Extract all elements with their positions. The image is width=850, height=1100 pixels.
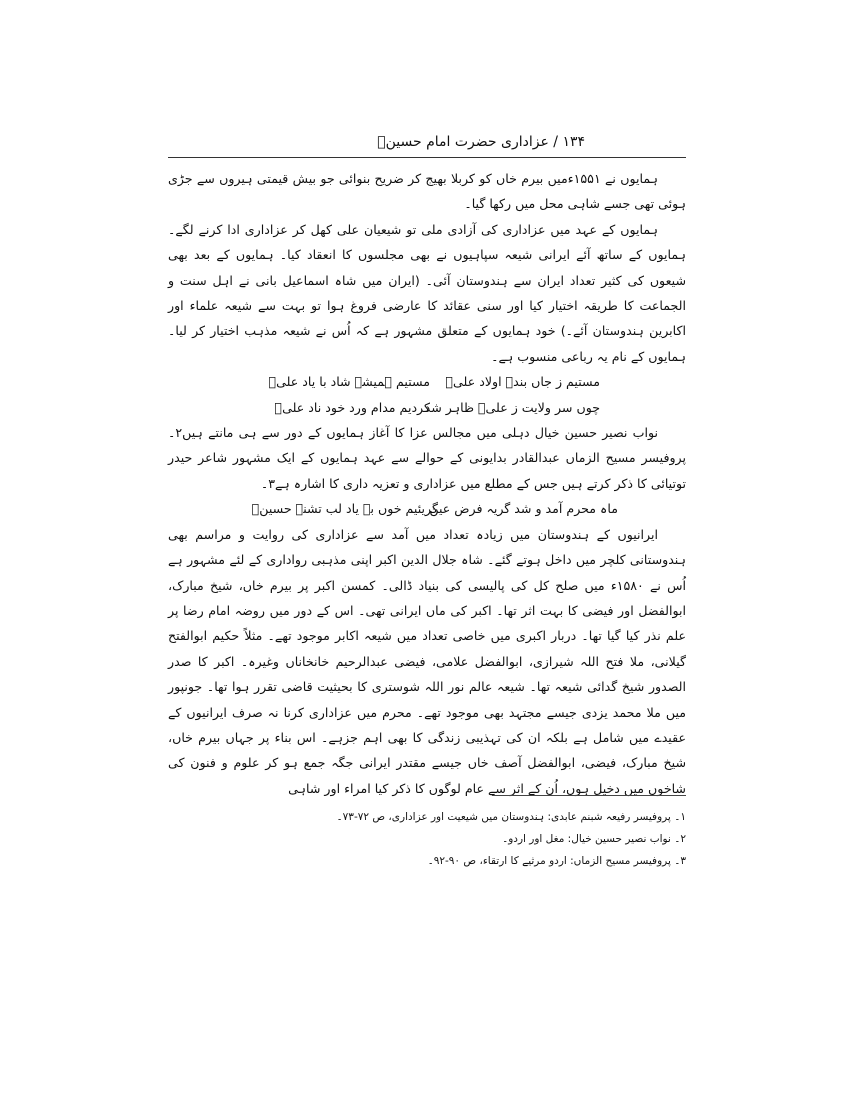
couplet-1-second-hemistich: مستیم ہمیشہ شاد با یاد علیؑ bbox=[268, 374, 430, 390]
footnote-1: ۱۔ پروفیسر رفیعہ شبنم عابدی: ہندوستان میں شیعیت اور عزاداری، ص ۷۲-۷۳۔ bbox=[336, 811, 686, 823]
verse-couplet bbox=[168, 496, 686, 521]
couplet-2-second-hemistich: کردیم مدام ورد خود ناد علیؑ bbox=[274, 399, 430, 415]
paragraph-3: نواب نصیر حسین خیال دہلی میں مجالس عزا کا آغاز ہمایوں کے دور سے ہی مانتے ہیں۲۔ پروفیسر مسیح الزماں عبدالقادر بدایونی کے حوالے سے عہد ہمایوں کے ایک مشہور شاعر حیدر توتیائی کا ذکر کرتے ہیں جس کے مطلع میں عزاداری و تعزیہ داری کا اشارہ ہے۳۔ bbox=[168, 425, 686, 491]
verse-second-hemistich: گریئیم خوں بہ یاد لب تشنہ حسینؑ bbox=[251, 501, 438, 517]
paragraph-4: ایرانیوں کے ہندوستان میں زیادہ تعداد میں آمد سے عزاداری کی روایت و مراسم بھی ہندوستانی کلچر میں داخل ہوتے گئے۔ شاہ جلال الدین اکبر اپنی مذہبی رواداری کے لئے مشہور ہے اُس نے ۱۵۸۰ء میں صلح کل کی پالیسی کی بنیاد ڈالی۔ کمسن اکبر پر بیرم خاں، شیخ مبارک، ابوالفضل اور فیضی کا بہت اثر تھا۔ اکبر کی ماں ایرانی تھی۔ اس کے دور میں روضہ امام رضا پر علم نذر کیا گیا تھا۔ دربار اکبری میں خاصی تعداد میں شیعہ اکابر موجود تھے۔ مثلاً حکیم ابوالفتح گیلانی، ملا فتح اللہ شیرازی، ابوالفضل علامی، فیضی عبدالرحیم خانخاناں وغیرہ۔ اکبر کا صدر الصدور شیخ گدائی شیعہ تھا۔ شیعہ عالم نور اللہ شوستری کا بحیثیت قاضی تقرر ہوا تھا۔ جونپور میں ملا محمد یزدی جیسے مجتہد بھی موجود تھے۔ محرم میں عزاداری کرنا نہ صرف ایرانیوں کے عقیدے میں شامل ہے بلکہ ان کی تہذیبی زندگی کا بھی اہم جزہے۔ اس بناء پر جہاں بیرم خاں، شیخ مبارک، فیضی، ابوالفضل آصف خاں جیسے مقتدر ایرانی جگہ جمع ہو کر علوم و فنون کی شاخوں میں دخیل ہوں، اُن کے اثر سے عام لوگوں کا ذکر کیا امراء اور شاہی bbox=[168, 526, 686, 796]
paragraph-2: ہمایوں کے عہد میں عزاداری کی آزادی ملی تو شیعیان علی کھل کر عزاداری ادا کرنے لگے۔ ہمایوں کے ساتھ آئے ایرانی شیعہ سپاہیوں نے بھی مجلسوں کا انعقاد کیا۔ ہمایوں کے بعد بھی شیعوں کی کثیر تعداد ایران سے ہندوستان آئی۔ (ایران میں شاہ اسماعیل بانی نے اہل سنت و الجماعت کا طریقہ اختیار کیا اور سنی عقائد کا عارضی فروغ ہوا تو بہت سے شیعہ علماء اور اکابرین ہندوستان آئے۔) خود ہمایوں کے متعلق مشہور ہے کہ اُس نے شیعہ مذہب اختیار کر لیا۔ ہمایوں کے نام یہ رباعی منسوب ہے۔ bbox=[168, 221, 686, 364]
couplet-1-first-hemistich: مستیم ز جاں بندۂ اولاد علیؑ bbox=[445, 374, 600, 390]
running-header: ۱۳۴ / عزاداری حضرت امام حسینؑ bbox=[377, 134, 585, 150]
paragraph-1: ہمایوں نے ۱۵۵۱ءمیں بیرم خاں کو کربلا بھیج کر ضریح بنوائی جو بیش قیمتی ہیروں سے جڑی ہوئی تھی جسے شاہی محل میں رکھا گیا۔ bbox=[168, 171, 686, 212]
footnote-3: ۳۔ پروفیسر مسیح الزماں: اردو مرثیے کا ارتقاء، ص ۹۰-۹۲۔ bbox=[427, 855, 686, 867]
body-text bbox=[168, 166, 686, 801]
couplet-2-first-hemistich: چوں سر ولایت ز علیؑ ظاہر شد bbox=[424, 399, 600, 415]
header-rule bbox=[168, 157, 686, 158]
couplet-1 bbox=[168, 369, 686, 394]
footnote-2: ۲۔ نواب نصیر حسین خیال: مغل اور اردو۔ bbox=[502, 833, 686, 845]
couplet-2 bbox=[168, 395, 686, 420]
footnote-separator bbox=[492, 795, 686, 796]
footnotes bbox=[330, 806, 686, 872]
verse-first-hemistich: ماہ محرم آمد و شد گریہ فرض عین bbox=[429, 501, 618, 517]
